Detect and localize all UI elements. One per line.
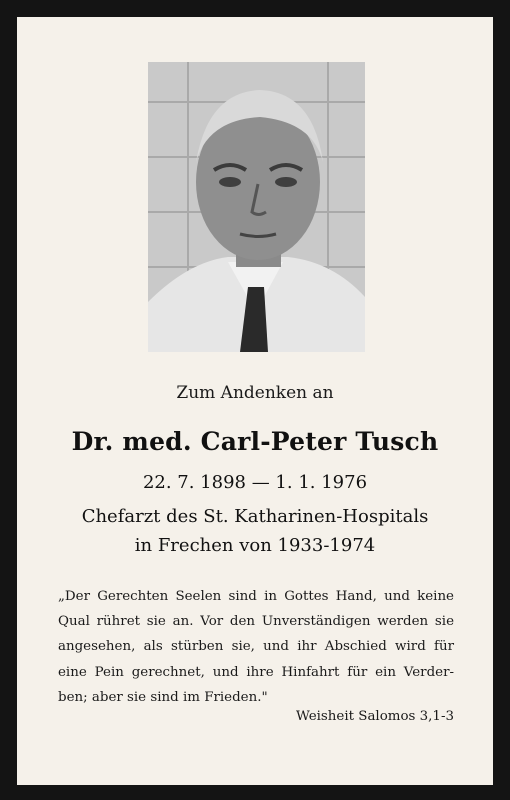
quote-line: „Der Gerechten Seelen sind in Gottes Hand, und keine (58, 589, 454, 604)
quote-line: Qual rühret sie an. Vor den Unverständigen werden sie (58, 614, 454, 630)
memorial-heading: Zum Andenken an (176, 383, 334, 403)
quote-line: ben; aber sie sind im Frieden." (58, 689, 268, 705)
quote-source: Weisheit Salomos 3,1-3 (296, 709, 454, 724)
portrait-photo (148, 62, 365, 352)
bible-quote (58, 584, 454, 710)
life-dates: 22. 7. 1898 — 1. 1. 1976 (142, 472, 368, 493)
role-line-1: Chefarzt des St. Katharinen-Hospitals (81, 506, 429, 527)
role-line-2: in Frechen von 1933-1974 (134, 535, 376, 556)
quote-line: angesehen, als stürben sie, und ihr Abschied wird für (58, 639, 454, 655)
deceased-name: Dr. med. Carl-Peter Tusch (71, 427, 439, 456)
quote-line: eine Pein gerechnet, und ihre Hinfahrt für ein Verder- (58, 664, 454, 680)
